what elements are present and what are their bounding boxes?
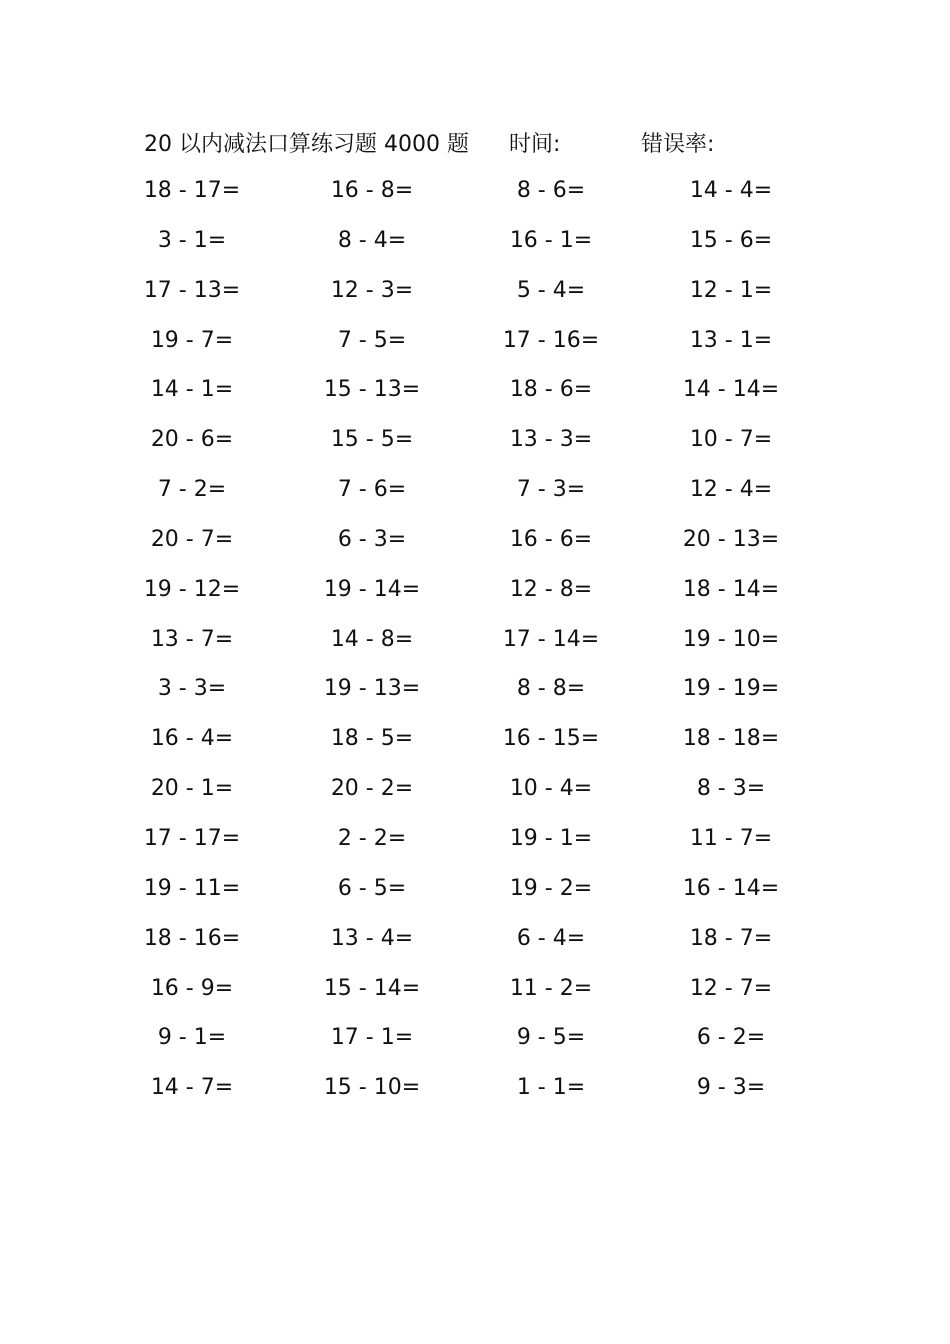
- subtraction-problem: 20 - 1=: [150, 776, 234, 802]
- subtraction-problem: 17 - 14=: [502, 626, 600, 652]
- subtraction-problem: 18 - 7=: [689, 925, 773, 951]
- time-label: 时间:: [509, 132, 561, 157]
- problem-row: [0, 823, 950, 873]
- subtraction-problem: 17 - 17=: [143, 825, 241, 851]
- subtraction-problem: 9 - 3=: [696, 1075, 766, 1101]
- subtraction-problem: 12 - 8=: [509, 576, 593, 602]
- subtraction-problem: 19 - 14=: [323, 576, 421, 602]
- subtraction-problem: 20 - 7=: [150, 526, 234, 552]
- subtraction-problem: 15 - 6=: [689, 227, 773, 253]
- problem-row: [0, 275, 950, 325]
- error-rate-label: 错误率:: [641, 132, 715, 157]
- subtraction-problem: 17 - 13=: [143, 277, 241, 303]
- subtraction-problem: 20 - 13=: [682, 526, 780, 552]
- subtraction-problem: 20 - 6=: [150, 427, 234, 453]
- problem-row: [0, 923, 950, 973]
- problem-row: [0, 773, 950, 823]
- subtraction-problem: 8 - 4=: [337, 227, 407, 253]
- problem-row: [0, 973, 950, 1023]
- worksheet-title: 20 以内减法口算练习题 4000 题: [144, 132, 469, 157]
- subtraction-problem: 2 - 2=: [337, 825, 407, 851]
- problem-row: [0, 374, 950, 424]
- subtraction-problem: 12 - 7=: [689, 975, 773, 1001]
- problem-grid: [0, 175, 950, 1122]
- subtraction-problem: 3 - 3=: [157, 676, 227, 702]
- subtraction-problem: 16 - 1=: [509, 227, 593, 253]
- subtraction-problem: 13 - 4=: [330, 925, 414, 951]
- problem-row: [0, 673, 950, 723]
- subtraction-problem: 14 - 8=: [330, 626, 414, 652]
- subtraction-problem: 19 - 11=: [143, 875, 241, 901]
- subtraction-problem: 12 - 1=: [689, 277, 773, 303]
- subtraction-problem: 19 - 2=: [509, 875, 593, 901]
- subtraction-problem: 6 - 2=: [696, 1025, 766, 1051]
- subtraction-problem: 19 - 7=: [150, 327, 234, 353]
- subtraction-problem: 19 - 10=: [682, 626, 780, 652]
- subtraction-problem: 18 - 6=: [509, 377, 593, 403]
- subtraction-problem: 19 - 19=: [682, 676, 780, 702]
- subtraction-problem: 6 - 4=: [516, 925, 586, 951]
- subtraction-problem: 8 - 3=: [696, 776, 766, 802]
- problem-row: [0, 723, 950, 773]
- subtraction-problem: 3 - 1=: [157, 227, 227, 253]
- problem-row: [0, 1072, 950, 1122]
- subtraction-problem: 18 - 16=: [143, 925, 241, 951]
- subtraction-problem: 18 - 14=: [682, 576, 780, 602]
- problem-row: [0, 574, 950, 624]
- subtraction-problem: 17 - 1=: [330, 1025, 414, 1051]
- subtraction-problem: 12 - 4=: [689, 477, 773, 503]
- subtraction-problem: 15 - 13=: [323, 377, 421, 403]
- problem-row: [0, 225, 950, 275]
- problem-row: [0, 1022, 950, 1072]
- worksheet-header: [0, 127, 950, 159]
- subtraction-problem: 1 - 1=: [516, 1075, 586, 1101]
- subtraction-problem: 18 - 18=: [682, 726, 780, 752]
- problem-row: [0, 873, 950, 923]
- subtraction-problem: 16 - 14=: [682, 875, 780, 901]
- subtraction-problem: 9 - 5=: [516, 1025, 586, 1051]
- subtraction-problem: 19 - 12=: [143, 576, 241, 602]
- problem-row: [0, 524, 950, 574]
- subtraction-problem: 15 - 10=: [323, 1075, 421, 1101]
- subtraction-problem: 16 - 9=: [150, 975, 234, 1001]
- subtraction-problem: 14 - 14=: [682, 377, 780, 403]
- subtraction-problem: 5 - 4=: [516, 277, 586, 303]
- subtraction-problem: 17 - 16=: [502, 327, 600, 353]
- problem-row: [0, 325, 950, 375]
- subtraction-problem: 13 - 1=: [689, 327, 773, 353]
- subtraction-problem: 15 - 14=: [323, 975, 421, 1001]
- subtraction-problem: 16 - 4=: [150, 726, 234, 752]
- subtraction-problem: 10 - 7=: [689, 427, 773, 453]
- problem-row: [0, 424, 950, 474]
- subtraction-problem: 12 - 3=: [330, 277, 414, 303]
- subtraction-problem: 16 - 8=: [330, 178, 414, 203]
- subtraction-problem: 13 - 3=: [509, 427, 593, 453]
- subtraction-problem: 14 - 4=: [689, 178, 773, 203]
- subtraction-problem: 16 - 6=: [509, 526, 593, 552]
- subtraction-problem: 6 - 3=: [337, 526, 407, 552]
- subtraction-problem: 18 - 17=: [143, 178, 241, 203]
- subtraction-problem: 8 - 8=: [516, 676, 586, 702]
- subtraction-problem: 11 - 2=: [509, 975, 593, 1001]
- subtraction-problem: 13 - 7=: [150, 626, 234, 652]
- subtraction-problem: 14 - 7=: [150, 1075, 234, 1101]
- subtraction-problem: 19 - 13=: [323, 676, 421, 702]
- subtraction-problem: 15 - 5=: [330, 427, 414, 453]
- subtraction-problem: 9 - 1=: [157, 1025, 227, 1051]
- subtraction-problem: 7 - 5=: [337, 327, 407, 353]
- problem-row: [0, 624, 950, 674]
- problem-row: [0, 474, 950, 524]
- subtraction-problem: 16 - 15=: [502, 726, 600, 752]
- subtraction-problem: 8 - 6=: [516, 178, 586, 203]
- subtraction-problem: 19 - 1=: [509, 825, 593, 851]
- subtraction-problem: 7 - 6=: [337, 477, 407, 503]
- subtraction-problem: 18 - 5=: [330, 726, 414, 752]
- subtraction-problem: 20 - 2=: [330, 776, 414, 802]
- subtraction-problem: 7 - 2=: [157, 477, 227, 503]
- subtraction-problem: 14 - 1=: [150, 377, 234, 403]
- problem-row: [0, 175, 950, 225]
- subtraction-problem: 10 - 4=: [509, 776, 593, 802]
- subtraction-problem: 11 - 7=: [689, 825, 773, 851]
- subtraction-problem: 7 - 3=: [516, 477, 586, 503]
- subtraction-problem: 6 - 5=: [337, 875, 407, 901]
